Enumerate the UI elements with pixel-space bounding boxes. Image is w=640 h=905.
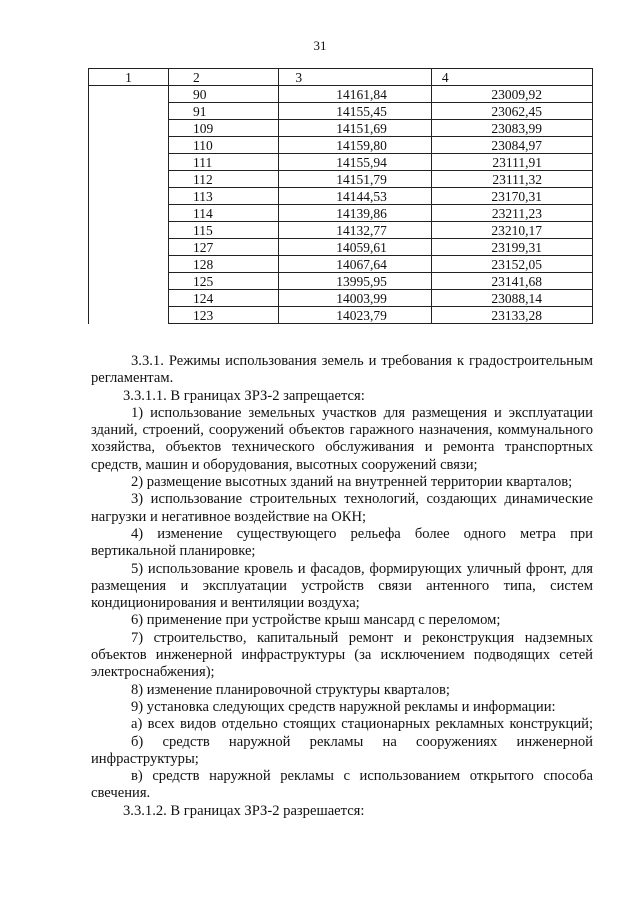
- table-cell: 128: [168, 256, 278, 273]
- table-cell: 14155,94: [279, 154, 431, 171]
- column-header: 1: [89, 69, 169, 86]
- table-cell: 110: [168, 137, 278, 154]
- table-cell: 14023,79: [279, 307, 431, 324]
- list-item: 5) использование кровель и фасадов, формирующих уличный фронт, для размещения и эксплуатации устройств связи антенного типа, систем кондиционирования и вентиляции воздуха;: [91, 560, 593, 612]
- table-cell: 23141,68: [431, 273, 592, 290]
- table-row: [89, 86, 593, 103]
- table-header-row: [89, 69, 593, 86]
- table-cell: 14155,45: [279, 103, 431, 120]
- table-cell: 127: [168, 239, 278, 256]
- table-cell: 23088,14: [431, 290, 592, 307]
- section-3-3-1: 3.3.1. Режимы использования земель и требования к градостроительным регламентам.: [91, 353, 593, 387]
- table-cell: 14151,79: [279, 171, 431, 188]
- table-cell: 91: [168, 103, 278, 120]
- table-cell: 113: [168, 188, 278, 205]
- table-cell: 14132,77: [279, 222, 431, 239]
- section-3-3-1-1: 3.3.1.1. В границах ЗРЗ-2 запрещается:: [123, 387, 365, 404]
- table-cell: 14159,80: [279, 137, 431, 154]
- column-header: 3: [279, 69, 431, 86]
- coordinates-table: [88, 68, 593, 324]
- table-cell: 123: [168, 307, 278, 324]
- document-text: [91, 353, 593, 820]
- table-cell: 114: [168, 205, 278, 222]
- table-cell: 23062,45: [431, 103, 592, 120]
- table-cell: 90: [168, 86, 278, 103]
- table-cell: 23210,17: [431, 222, 592, 239]
- sub-item-b: б) средств наружной рекламы на сооружениях инженерной инфраструктуры;: [91, 733, 593, 767]
- table-cell: 23084,97: [431, 137, 592, 154]
- table-cell: 23111,32: [431, 171, 592, 188]
- list-item: 4) изменение существующего рельефа более одного метра при вертикальной планировке;: [91, 525, 593, 560]
- list-item: 2) размещение высотных зданий на внутренней территории кварталов;: [131, 474, 573, 491]
- table-cell: 23133,28: [431, 307, 592, 324]
- list-item: 9) установка следующих средств наружной рекламы и информации:: [131, 698, 556, 715]
- list-item: 7) строительство, капитальный ремонт и реконструкция надземных объектов инженерной инфраструктуры (за исключением подводящих сетей электроснабжения);: [91, 629, 593, 681]
- sub-item-v: в) средств наружной рекламы с использованием открытого способа свечения.: [91, 768, 593, 802]
- table-cell: 14067,64: [279, 256, 431, 273]
- column-header: 4: [431, 69, 592, 86]
- table-cell: 125: [168, 273, 278, 290]
- table-cell: 23199,31: [431, 239, 592, 256]
- sub-item-a: а) всех видов отдельно стоящих стационарных рекламных конструкций;: [131, 716, 593, 733]
- table-cell: 13995,95: [279, 273, 431, 290]
- table-cell: 23152,05: [431, 256, 592, 273]
- page-number: 31: [313, 38, 327, 53]
- table-cell: 109: [168, 120, 278, 137]
- table-cell: 115: [168, 222, 278, 239]
- table-cell: 14144,53: [279, 188, 431, 205]
- table-cell: 23083,99: [431, 120, 592, 137]
- table-cell: 23009,92: [431, 86, 592, 103]
- table-cell: 23211,23: [431, 205, 592, 222]
- list-item: 6) применение при устройстве крыш мансард с переломом;: [131, 612, 501, 629]
- section-3-3-1-2: 3.3.1.2. В границах ЗРЗ-2 разрешается:: [123, 802, 365, 819]
- table-cell: 14003,99: [279, 290, 431, 307]
- list-item: 8) изменение планировочной структуры кварталов;: [131, 681, 450, 698]
- table-cell: 14151,69: [279, 120, 431, 137]
- table-cell: 111: [168, 154, 278, 171]
- table-body: [89, 86, 593, 324]
- table-cell: 124: [168, 290, 278, 307]
- table-cell: 14059,61: [279, 239, 431, 256]
- table-cell: 14139,86: [279, 205, 431, 222]
- list-item: 3) использование строительных технологий, создающих динамические нагрузки и негативное воздействие на ОКН;: [91, 491, 593, 525]
- list-item: 1) использование земельных участков для размещения и эксплуатации зданий, строений, сооружений объектов гаражного назначения, коммунального хозяйства, объектов технического обслуживания и ремонта транспортных средств, машин и оборудования, высотных сооружений связи;: [91, 404, 593, 473]
- table-cell: 23170,31: [431, 188, 592, 205]
- table-cell: 23111,91: [431, 154, 592, 171]
- table-cell: 14161,84: [279, 86, 431, 103]
- column-header: 2: [168, 69, 278, 86]
- table-cell: 112: [168, 171, 278, 188]
- table-cell-empty: [89, 86, 169, 324]
